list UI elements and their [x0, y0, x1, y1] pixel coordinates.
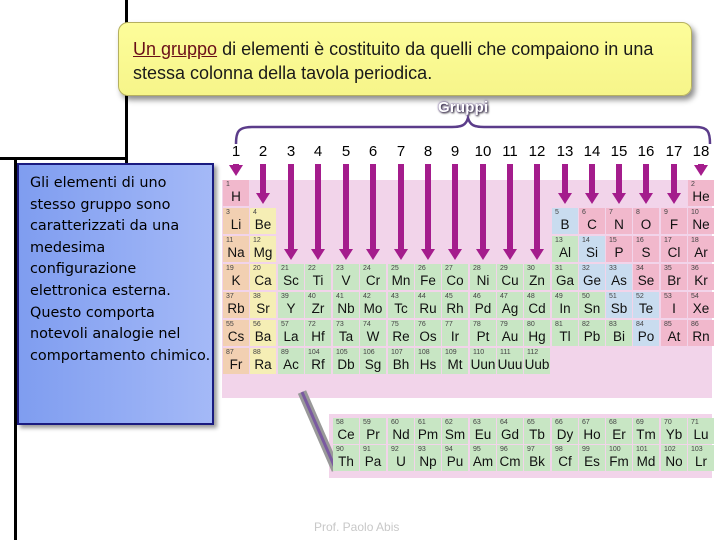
element-symbol: I — [672, 301, 676, 316]
element-symbol: Er — [612, 427, 626, 442]
element-symbol: La — [283, 329, 299, 344]
atomic-number: 50 — [582, 293, 590, 300]
side-text: Gli elementi di uno stesso gruppo sono caratterizzati da una medesima configurazione elettronica esterna. Questo comporta notevoli analogie nel comportamento chimico. — [30, 175, 211, 364]
atomic-number: 31 — [555, 265, 563, 272]
atomic-number: 71 — [691, 419, 699, 426]
element-symbol: Sm — [444, 427, 466, 442]
atomic-number: 99 — [582, 446, 590, 453]
atomic-number: 81 — [555, 321, 563, 328]
element-symbol: Mt — [447, 357, 463, 372]
element-symbol: Se — [637, 273, 655, 288]
element-symbol: Ti — [312, 273, 324, 288]
element-symbol: In — [559, 301, 571, 316]
element-symbol: Fe — [420, 273, 436, 288]
atomic-number: 32 — [582, 265, 590, 272]
element-symbol: Es — [584, 454, 600, 469]
atomic-number: 65 — [527, 419, 535, 426]
element-symbol: Po — [637, 329, 655, 344]
atomic-number: 58 — [336, 419, 344, 426]
atomic-number: 23 — [336, 265, 344, 272]
element-symbol: Cr — [365, 273, 381, 288]
atomic-number: 94 — [445, 446, 453, 453]
atomic-number: 5 — [555, 209, 559, 216]
group-number-1: 1 — [231, 143, 241, 160]
atomic-number: 9 — [664, 209, 668, 216]
arrow-group-17 — [667, 164, 681, 204]
atomic-number: 63 — [473, 419, 481, 426]
atomic-number: 112 — [527, 349, 539, 356]
element-symbol: Sg — [364, 357, 382, 372]
atomic-number: 105 — [336, 349, 348, 356]
atomic-number: 85 — [664, 321, 672, 328]
atomic-number: 95 — [473, 446, 481, 453]
group-number-7: 7 — [396, 143, 406, 160]
arrow-group-10 — [476, 164, 490, 260]
element-symbol: Ge — [582, 273, 601, 288]
arrow-group-2 — [256, 164, 270, 204]
element-symbol: Ba — [254, 329, 272, 344]
element-symbol: S — [641, 245, 651, 260]
atomic-number: 60 — [391, 419, 399, 426]
element-symbol: Nb — [337, 301, 355, 316]
arrow-group-4 — [311, 164, 325, 260]
arrow-group-11 — [503, 164, 517, 260]
arrow-group-14 — [585, 164, 599, 204]
group-number-18: 18 — [692, 143, 710, 160]
atomic-number: 42 — [363, 293, 371, 300]
element-symbol: Na — [227, 245, 245, 260]
atomic-number: 21 — [281, 265, 289, 272]
atomic-number: 26 — [418, 265, 426, 272]
atomic-number: 41 — [336, 293, 344, 300]
element-symbol: As — [611, 273, 627, 288]
atomic-number: 14 — [582, 237, 590, 244]
element-symbol: Ta — [338, 329, 354, 344]
atomic-number: 3 — [226, 209, 230, 216]
atomic-number: 55 — [226, 321, 234, 328]
atomic-number: 79 — [500, 321, 508, 328]
atomic-number: 25 — [391, 265, 399, 272]
element-symbol: Bh — [392, 357, 410, 372]
atomic-number: 83 — [609, 321, 617, 328]
group-number-12: 12 — [528, 143, 546, 160]
element-symbol: Rb — [227, 301, 245, 316]
atomic-number: 77 — [445, 321, 453, 328]
element-symbol: Pr — [366, 427, 380, 442]
atomic-number: 86 — [691, 321, 699, 328]
title-underlined: Un gruppo — [133, 39, 218, 59]
atomic-number: 44 — [418, 293, 426, 300]
group-number-15: 15 — [610, 143, 628, 160]
atomic-number: 103 — [691, 446, 703, 453]
atomic-number: 80 — [527, 321, 535, 328]
element-symbol: N — [614, 217, 624, 232]
atomic-number: 96 — [500, 446, 508, 453]
atomic-number: 17 — [664, 237, 672, 244]
group-number-6: 6 — [368, 143, 378, 160]
atomic-number: 49 — [555, 293, 563, 300]
element-symbol: Co — [446, 273, 464, 288]
group-number-11: 11 — [502, 143, 518, 160]
group-number-14: 14 — [583, 143, 601, 160]
atomic-number: 72 — [308, 321, 316, 328]
element-symbol: Cd — [528, 301, 546, 316]
element-symbol: Xe — [692, 301, 710, 316]
element-symbol: Cl — [667, 245, 681, 260]
element-symbol: Hs — [419, 357, 437, 372]
element-symbol: Mo — [363, 301, 383, 316]
atomic-number: 61 — [418, 419, 426, 426]
element-symbol: He — [692, 189, 710, 204]
element-symbol: Ho — [583, 427, 601, 442]
element-symbol: Uub — [524, 357, 550, 372]
element-symbol: Ag — [501, 301, 519, 316]
atomic-number: 90 — [336, 446, 344, 453]
atomic-number: 59 — [363, 419, 371, 426]
element-symbol: Kr — [694, 273, 708, 288]
element-symbol: Ne — [692, 217, 710, 232]
element-symbol: Pb — [583, 329, 601, 344]
atomic-number: 76 — [418, 321, 426, 328]
element-symbol: Pa — [364, 454, 382, 469]
atomic-number: 67 — [582, 419, 590, 426]
element-symbol: U — [396, 454, 406, 469]
element-symbol: Uuu — [497, 357, 523, 372]
atomic-number: 12 — [253, 237, 261, 244]
atomic-number: 28 — [473, 265, 481, 272]
element-symbol: Hf — [311, 329, 325, 344]
element-symbol: Ce — [337, 427, 355, 442]
atomic-number: 19 — [226, 265, 234, 272]
arrow-group-3 — [284, 164, 298, 260]
atomic-number: 10 — [691, 209, 699, 216]
element-symbol: Be — [254, 217, 272, 232]
atomic-number: 6 — [582, 209, 586, 216]
atomic-number: 33 — [609, 265, 617, 272]
atomic-number: 84 — [636, 321, 644, 328]
element-symbol: Pd — [474, 301, 492, 316]
atomic-number: 54 — [691, 293, 699, 300]
element-symbol: Te — [638, 301, 654, 316]
atomic-number: 35 — [664, 265, 672, 272]
atomic-number: 102 — [664, 446, 676, 453]
element-symbol: Zn — [529, 273, 545, 288]
element-symbol: Lu — [693, 427, 709, 442]
group-number-17: 17 — [665, 143, 683, 160]
atomic-number: 66 — [555, 419, 563, 426]
element-symbol: Hg — [528, 329, 546, 344]
atomic-number: 100 — [609, 446, 621, 453]
atomic-number: 43 — [391, 293, 399, 300]
element-symbol: Zr — [311, 301, 325, 316]
atomic-number: 104 — [308, 349, 320, 356]
atomic-number: 46 — [473, 293, 481, 300]
atomic-number: 92 — [391, 446, 399, 453]
element-symbol: Ga — [555, 273, 574, 288]
element-symbol: Rn — [692, 329, 710, 344]
element-symbol: Md — [636, 454, 656, 469]
group-number-16: 16 — [637, 143, 655, 160]
atomic-number: 64 — [500, 419, 508, 426]
arrow-group-18 — [694, 164, 708, 176]
element-symbol: Eu — [474, 427, 492, 442]
element-symbol: Mn — [391, 273, 411, 288]
group-number-13: 13 — [556, 143, 574, 160]
atomic-number: 62 — [445, 419, 453, 426]
atomic-number: 53 — [664, 293, 672, 300]
atomic-number: 37 — [226, 293, 234, 300]
atomic-number: 110 — [473, 349, 485, 356]
atomic-number: 98 — [555, 446, 563, 453]
element-symbol: H — [231, 189, 241, 204]
atomic-number: 45 — [445, 293, 453, 300]
element-symbol: Ar — [694, 245, 708, 260]
element-symbol: Cs — [227, 329, 245, 344]
atomic-number: 51 — [609, 293, 617, 300]
element-symbol: Nd — [392, 427, 410, 442]
atomic-number: 13 — [555, 237, 563, 244]
element-symbol: Np — [419, 454, 437, 469]
element-symbol: Yb — [665, 427, 683, 442]
element-symbol: V — [341, 273, 351, 288]
atomic-number: 69 — [636, 419, 644, 426]
element-symbol: Fm — [609, 454, 629, 469]
element-symbol: C — [587, 217, 597, 232]
element-symbol: Re — [392, 329, 410, 344]
element-symbol: Ac — [283, 357, 299, 372]
atomic-number: 56 — [253, 321, 261, 328]
group-number-2: 2 — [258, 143, 268, 160]
element-symbol: Tl — [559, 329, 571, 344]
atomic-number: 97 — [527, 446, 535, 453]
atomic-number: 78 — [473, 321, 481, 328]
element-symbol: Bi — [612, 329, 625, 344]
element-symbol: Tm — [636, 427, 656, 442]
element-symbol: Bk — [529, 454, 545, 469]
element-symbol: Rh — [446, 301, 464, 316]
title-rest: di elementi è costituito da quelli che compaiono in una stessa colonna della tavola periodica. — [133, 39, 654, 83]
atomic-number: 7 — [609, 209, 613, 216]
element-symbol: F — [669, 217, 679, 232]
atomic-number: 39 — [281, 293, 289, 300]
atomic-number: 47 — [500, 293, 508, 300]
atomic-number: 108 — [418, 349, 430, 356]
element-symbol: Lr — [694, 454, 707, 469]
element-symbol: Dy — [556, 427, 574, 442]
atomic-number: 68 — [609, 419, 617, 426]
element-symbol: W — [366, 329, 380, 344]
group-number-3: 3 — [286, 143, 296, 160]
element-symbol: Gd — [500, 427, 519, 442]
element-symbol: Uun — [470, 357, 496, 372]
atomic-number: 109 — [445, 349, 457, 356]
atomic-number: 107 — [391, 349, 403, 356]
atomic-number: 93 — [418, 446, 426, 453]
arrow-group-5 — [339, 164, 353, 260]
element-symbol: Pm — [417, 427, 439, 442]
element-symbol: Si — [585, 245, 598, 260]
atomic-number: 27 — [445, 265, 453, 272]
element-symbol: Au — [501, 329, 519, 344]
element-symbol: Li — [230, 217, 242, 232]
element-symbol: P — [614, 245, 624, 260]
element-symbol: Y — [286, 301, 296, 316]
element-symbol: Am — [472, 454, 494, 469]
element-symbol: Pu — [446, 454, 464, 469]
atomic-number: 88 — [253, 349, 261, 356]
atomic-number: 36 — [691, 265, 699, 272]
element-symbol: B — [560, 217, 570, 232]
arrow-group-15 — [612, 164, 626, 204]
element-symbol: Mg — [253, 245, 273, 260]
atomic-number: 75 — [391, 321, 399, 328]
group-number-9: 9 — [450, 143, 460, 160]
element-symbol: Rf — [311, 357, 325, 372]
group-number-10: 10 — [474, 143, 492, 160]
atomic-number: 73 — [336, 321, 344, 328]
atomic-number: 8 — [636, 209, 640, 216]
element-symbol: Tc — [394, 301, 408, 316]
element-symbol: At — [667, 329, 681, 344]
atomic-number: 91 — [363, 446, 371, 453]
group-number-4: 4 — [313, 143, 323, 160]
element-symbol: Fr — [229, 357, 243, 372]
atomic-number: 82 — [582, 321, 590, 328]
element-symbol: O — [640, 217, 652, 232]
element-symbol: Cu — [501, 273, 519, 288]
element-symbol: K — [231, 273, 241, 288]
element-symbol: Ra — [254, 357, 272, 372]
atomic-number: 101 — [636, 446, 648, 453]
atomic-number: 18 — [691, 237, 699, 244]
element-symbol: Cf — [558, 454, 572, 469]
element-symbol: Th — [338, 454, 354, 469]
atomic-number: 24 — [363, 265, 371, 272]
atomic-number: 29 — [500, 265, 508, 272]
atomic-number: 4 — [253, 209, 257, 216]
element-symbol: Cm — [499, 454, 521, 469]
element-symbol: Db — [337, 357, 355, 372]
element-symbol: Br — [667, 273, 681, 288]
element-symbol: Pt — [476, 329, 490, 344]
element-symbol: Os — [419, 329, 437, 344]
element-symbol: Ir — [450, 329, 460, 344]
atomic-number: 22 — [308, 265, 316, 272]
arrow-group-6 — [366, 164, 380, 260]
arrow-group-1 — [229, 164, 243, 176]
arrow-group-13 — [558, 164, 572, 204]
atomic-number: 16 — [636, 237, 644, 244]
atomic-number: 30 — [527, 265, 535, 272]
atomic-number: 20 — [253, 265, 261, 272]
group-number-8: 8 — [423, 143, 433, 160]
element-symbol: Ru — [419, 301, 437, 316]
atomic-number: 111 — [500, 349, 511, 356]
atomic-number: 57 — [281, 321, 289, 328]
atomic-number: 106 — [363, 349, 375, 356]
footer-author: Prof. Paolo Abis — [314, 520, 400, 534]
atomic-number: 2 — [691, 181, 695, 188]
element-symbol: Ni — [476, 273, 490, 288]
arrow-group-7 — [394, 164, 408, 260]
atomic-number: 34 — [636, 265, 644, 272]
arrow-group-8 — [421, 164, 435, 260]
atomic-number: 87 — [226, 349, 234, 356]
atomic-number: 89 — [281, 349, 289, 356]
gruppi-label: Gruppi — [438, 99, 489, 116]
atomic-number: 48 — [527, 293, 535, 300]
element-symbol: Sn — [583, 301, 601, 316]
arrow-group-16 — [639, 164, 653, 204]
atomic-number: 70 — [664, 419, 672, 426]
group-number-5: 5 — [341, 143, 351, 160]
atomic-number: 40 — [308, 293, 316, 300]
atomic-number: 11 — [226, 237, 234, 244]
element-symbol: Sr — [256, 301, 270, 316]
atomic-number: 15 — [609, 237, 617, 244]
atomic-number: 1 — [226, 181, 230, 188]
element-symbol: No — [665, 454, 683, 469]
atomic-number: 74 — [363, 321, 371, 328]
element-symbol: Tb — [529, 427, 545, 442]
atomic-number: 38 — [253, 293, 261, 300]
element-symbol: Al — [558, 245, 571, 260]
element-symbol: Sb — [610, 301, 628, 316]
atomic-number: 52 — [636, 293, 644, 300]
arrow-group-12 — [530, 164, 544, 260]
element-symbol: Sc — [283, 273, 299, 288]
element-symbol: Ca — [254, 273, 272, 288]
arrow-group-9 — [448, 164, 462, 260]
